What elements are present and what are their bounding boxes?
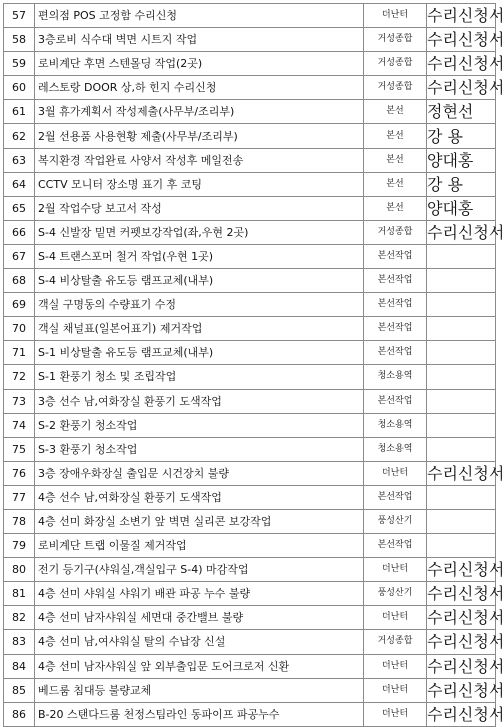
task-description-cell: 4층 선미 남자샤워실 세면대 중간밸브 불량 <box>35 606 364 630</box>
table-row <box>4 365 496 389</box>
status-cell: 수리신청서 <box>427 630 496 654</box>
task-description-cell: S-2 환풍기 청소작업 <box>35 413 364 437</box>
status-cell <box>427 534 496 558</box>
status-cell <box>427 317 496 341</box>
department-cell: 본선 <box>364 100 427 124</box>
row-number-cell: 80 <box>4 558 35 582</box>
task-description-cell: S-3 환풍기 청소작업 <box>35 437 364 461</box>
table-row <box>4 124 496 148</box>
status-cell: 수리신청서 <box>427 654 496 678</box>
row-number-cell: 77 <box>4 485 35 509</box>
task-description-cell: 레스토랑 DOOR 상,하 힌지 수리신청 <box>35 76 364 100</box>
status-cell: 수리신청서 <box>427 558 496 582</box>
status-cell <box>427 365 496 389</box>
task-description-cell: 3월 휴가계획서 작성제출(사무부/조리부) <box>35 100 364 124</box>
table-row <box>4 606 496 630</box>
task-description-cell: 2월 작업수당 보고서 작성 <box>35 196 364 220</box>
status-cell <box>427 389 496 413</box>
table-row <box>4 220 496 244</box>
status-cell: 수리신청서 <box>427 76 496 100</box>
status-cell: 수리신청서 <box>427 678 496 702</box>
task-description-cell: 3층로비 식수대 벽면 시트지 작업 <box>35 28 364 52</box>
row-number-cell: 85 <box>4 678 35 702</box>
task-description-cell: 객실 채널표(일본어표기) 제거작업 <box>35 317 364 341</box>
row-number-cell: 79 <box>4 534 35 558</box>
table-row <box>4 509 496 533</box>
table-row <box>4 413 496 437</box>
status-cell: 강 용 <box>427 124 496 148</box>
row-number-cell: 74 <box>4 413 35 437</box>
department-cell: 본선작업 <box>364 317 427 341</box>
row-number-cell: 65 <box>4 196 35 220</box>
table-row <box>4 461 496 485</box>
row-number-cell: 73 <box>4 389 35 413</box>
table-row <box>4 293 496 317</box>
department-cell: 더난터 <box>364 702 427 726</box>
table-row <box>4 678 496 702</box>
department-cell: 더난터 <box>364 678 427 702</box>
status-cell: 수리신청서 <box>427 702 496 726</box>
row-number-cell: 59 <box>4 52 35 76</box>
task-description-cell: 편의점 POS 고정함 수리신청 <box>35 4 364 28</box>
status-cell <box>427 244 496 268</box>
status-cell <box>427 485 496 509</box>
department-cell: 본선작업 <box>364 293 427 317</box>
row-number-cell: 78 <box>4 509 35 533</box>
status-cell: 양대홍 <box>427 148 496 172</box>
status-cell <box>427 293 496 317</box>
task-description-cell: 객실 구명동의 수량표기 수정 <box>35 293 364 317</box>
department-cell: 청소용역 <box>364 437 427 461</box>
row-number-cell: 84 <box>4 654 35 678</box>
table-row <box>4 558 496 582</box>
department-cell: 거성종합 <box>364 220 427 244</box>
department-cell: 본선 <box>364 124 427 148</box>
row-number-cell: 86 <box>4 702 35 726</box>
status-cell: 수리신청서 <box>427 4 496 28</box>
department-cell: 거성종합 <box>364 76 427 100</box>
status-cell: 수리신청서 <box>427 461 496 485</box>
task-description-cell: 4층 선수 남,여화장실 환풍기 도색작업 <box>35 485 364 509</box>
department-cell: 청소용역 <box>364 365 427 389</box>
department-cell: 청소용역 <box>364 413 427 437</box>
status-cell: 수리신청서 <box>427 582 496 606</box>
department-cell: 거성종합 <box>364 630 427 654</box>
row-number-cell: 67 <box>4 244 35 268</box>
task-description-cell: 4층 선미 샤워실 샤워기 배관 파공 누수 불량 <box>35 582 364 606</box>
row-number-cell: 72 <box>4 365 35 389</box>
department-cell: 거성종합 <box>364 52 427 76</box>
department-cell: 본선작업 <box>364 269 427 293</box>
department-cell: 더난터 <box>364 461 427 485</box>
task-description-cell: 4층 선미 남자샤워실 앞 외부출입문 도어크로저 신환 <box>35 654 364 678</box>
table-row <box>4 244 496 268</box>
row-number-cell: 58 <box>4 28 35 52</box>
status-cell: 정현선 <box>427 100 496 124</box>
task-description-cell: 로비계단 트랩 이물질 제거작업 <box>35 534 364 558</box>
task-description-cell: S-4 신발장 밑면 커펫보강작업(좌,우현 2곳) <box>35 220 364 244</box>
department-cell: 더난터 <box>364 654 427 678</box>
table-row <box>4 76 496 100</box>
status-cell <box>427 341 496 365</box>
department-cell: 본선 <box>364 196 427 220</box>
status-cell <box>427 509 496 533</box>
table-row <box>4 100 496 124</box>
task-description-cell: 베드룸 침대등 불량교체 <box>35 678 364 702</box>
status-cell <box>427 413 496 437</box>
row-number-cell: 62 <box>4 124 35 148</box>
department-cell: 더난터 <box>364 558 427 582</box>
table-row <box>4 654 496 678</box>
status-cell: 수리신청서 <box>427 220 496 244</box>
row-number-cell: 70 <box>4 317 35 341</box>
table-row <box>4 196 496 220</box>
row-number-cell: 75 <box>4 437 35 461</box>
row-number-cell: 68 <box>4 269 35 293</box>
row-number-cell: 82 <box>4 606 35 630</box>
task-description-cell: 4층 선미 화장실 소변기 앞 벽면 실리콘 보강작업 <box>35 509 364 533</box>
row-number-cell: 64 <box>4 172 35 196</box>
row-number-cell: 69 <box>4 293 35 317</box>
table-row <box>4 341 496 365</box>
status-cell <box>427 269 496 293</box>
department-cell: 더난터 <box>364 4 427 28</box>
row-number-cell: 60 <box>4 76 35 100</box>
table-row <box>4 389 496 413</box>
table-row <box>4 437 496 461</box>
work-request-table <box>3 3 504 727</box>
task-description-cell: 전기 등기구(샤워실,객실입구 S-4) 마감작업 <box>35 558 364 582</box>
status-cell: 양대홍 <box>427 196 496 220</box>
status-cell: 강 용 <box>427 172 496 196</box>
task-description-cell: 복지환경 작업완료 사양서 작성후 메일전송 <box>35 148 364 172</box>
department-cell: 본선작업 <box>364 389 427 413</box>
task-description-cell: S-1 비상탈출 유도등 램프교체(내부) <box>35 341 364 365</box>
department-cell: 풍성산기 <box>364 509 427 533</box>
department-cell: 본선 <box>364 172 427 196</box>
department-cell: 본선작업 <box>364 485 427 509</box>
department-cell: 본선작업 <box>364 534 427 558</box>
row-number-cell: 66 <box>4 220 35 244</box>
department-cell: 본선작업 <box>364 244 427 268</box>
table-row <box>4 534 496 558</box>
row-number-cell: 81 <box>4 582 35 606</box>
department-cell: 본선작업 <box>364 341 427 365</box>
table-row <box>4 172 496 196</box>
table-row <box>4 485 496 509</box>
status-cell <box>427 437 496 461</box>
task-description-cell: 3층 장애우화장실 출입문 시건장치 불량 <box>35 461 364 485</box>
task-description-cell: CCTV 모니터 장소명 표기 후 코팅 <box>35 172 364 196</box>
row-number-cell: 71 <box>4 341 35 365</box>
status-cell: 수리신청서 <box>427 52 496 76</box>
task-description-cell: B-20 스탠다드룸 천정스팀라인 동파이프 파공누수 <box>35 702 364 726</box>
status-cell: 수리신청서 <box>427 28 496 52</box>
row-number-cell: 76 <box>4 461 35 485</box>
task-description-cell: S-4 비상탈출 유도등 램프교체(내부) <box>35 269 364 293</box>
department-cell: 거성종합 <box>364 28 427 52</box>
table-row <box>4 148 496 172</box>
table-row <box>4 52 496 76</box>
row-number-cell: 63 <box>4 148 35 172</box>
table-row <box>4 582 496 606</box>
table-row <box>4 317 496 341</box>
row-number-cell: 83 <box>4 630 35 654</box>
task-description-cell: 로비계단 후면 스텐몰딩 작업(2곳) <box>35 52 364 76</box>
status-cell: 수리신청서 <box>427 606 496 630</box>
department-cell: 풍성산기 <box>364 582 427 606</box>
task-description-cell: S-1 환풍기 청소 및 조립작업 <box>35 365 364 389</box>
department-cell: 더난터 <box>364 606 427 630</box>
row-number-cell: 61 <box>4 100 35 124</box>
task-description-cell: 4층 선미 남,여샤워실 탈의 수납장 신설 <box>35 630 364 654</box>
table-row <box>4 630 496 654</box>
row-number-cell: 57 <box>4 4 35 28</box>
task-description-cell: 2월 선용품 사용현황 제출(사무부/조리부) <box>35 124 364 148</box>
table-row <box>4 269 496 293</box>
task-description-cell: S-4 트랜스포머 철거 작업(우현 1곳) <box>35 244 364 268</box>
task-description-cell: 3층 선수 남,여화장실 환풍기 도색작업 <box>35 389 364 413</box>
department-cell: 본선 <box>364 148 427 172</box>
table-row <box>4 28 496 52</box>
table-body <box>4 4 504 727</box>
table-row <box>4 702 496 726</box>
table-row <box>4 4 496 28</box>
